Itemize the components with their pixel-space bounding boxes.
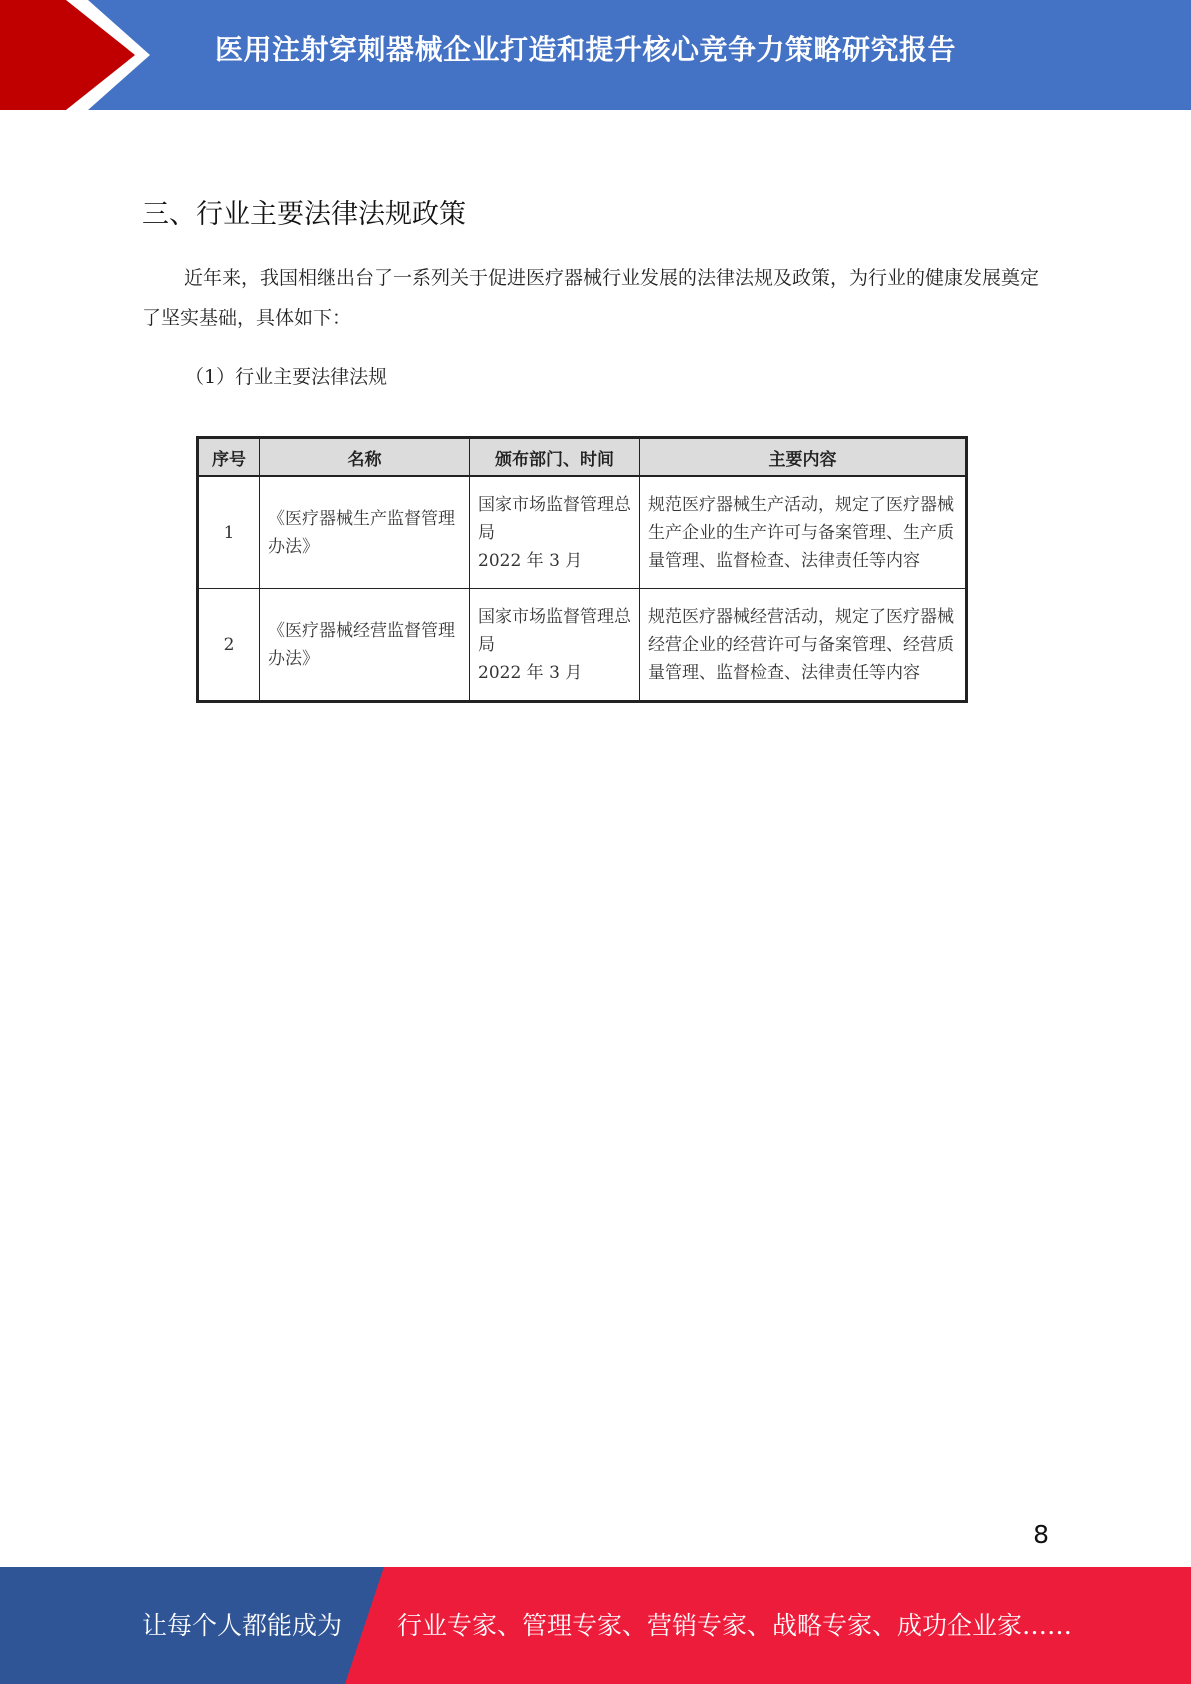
header-cell-department: 颁布部门、时间 xyxy=(470,438,640,477)
regulations-table xyxy=(196,436,968,703)
regulation-name: 《医疗器械经营监督管理办法》 xyxy=(260,589,470,702)
row-number: 1 xyxy=(198,476,260,589)
intro-paragraph: 近年来，我国相继出台了一系列关于促进医疗器械行业发展的法律法规及政策，为行业的健康发展奠定了坚实基础，具体如下： xyxy=(142,267,1040,329)
footer-slogan-left: 让每个人都能成为 xyxy=(142,1611,343,1640)
header-chevron-decoration xyxy=(0,0,150,110)
issue-date: 2022 年 3 月 xyxy=(478,550,583,571)
regulation-content: 规范医疗器械生产活动，规定了医疗器械生产企业的生产许可与备案管理、生产质量管理、监督检查、法律责任等内容 xyxy=(640,476,967,589)
regulation-name: 《医疗器械生产监督管理办法》 xyxy=(260,476,470,589)
header-cell-content: 主要内容 xyxy=(640,438,967,477)
issuing-department-date xyxy=(470,476,640,589)
issuing-department: 国家市场监督管理总局 xyxy=(478,494,631,543)
header-cell-name: 名称 xyxy=(260,438,470,477)
table-row xyxy=(198,589,967,702)
subheading: （1）行业主要法律法规 xyxy=(185,366,388,388)
row-number: 2 xyxy=(198,589,260,702)
issue-date: 2022 年 3 月 xyxy=(478,662,583,683)
regulation-content: 规范医疗器械经营活动，规定了医疗器械经营企业的经营许可与备案管理、经营质量管理、监督检查、法律责任等内容 xyxy=(640,589,967,702)
footer-banner xyxy=(0,1567,1191,1684)
header-banner xyxy=(0,0,1191,110)
report-title: 医用注射穿刺器械企业打造和提升核心竞争力策略研究报告 xyxy=(215,33,957,66)
issuing-department: 国家市场监督管理总局 xyxy=(478,606,631,655)
section-title: 三、行业主要法律法规政策 xyxy=(142,199,466,230)
table-row xyxy=(198,476,967,589)
footer-slogan-right: 行业专家、管理专家、营销专家、战略专家、成功企业家…… xyxy=(397,1611,1073,1640)
table-header-row xyxy=(198,438,967,477)
page-number: 8 xyxy=(1033,1520,1049,1549)
issuing-department-date xyxy=(470,589,640,702)
header-cell-number: 序号 xyxy=(198,438,260,477)
